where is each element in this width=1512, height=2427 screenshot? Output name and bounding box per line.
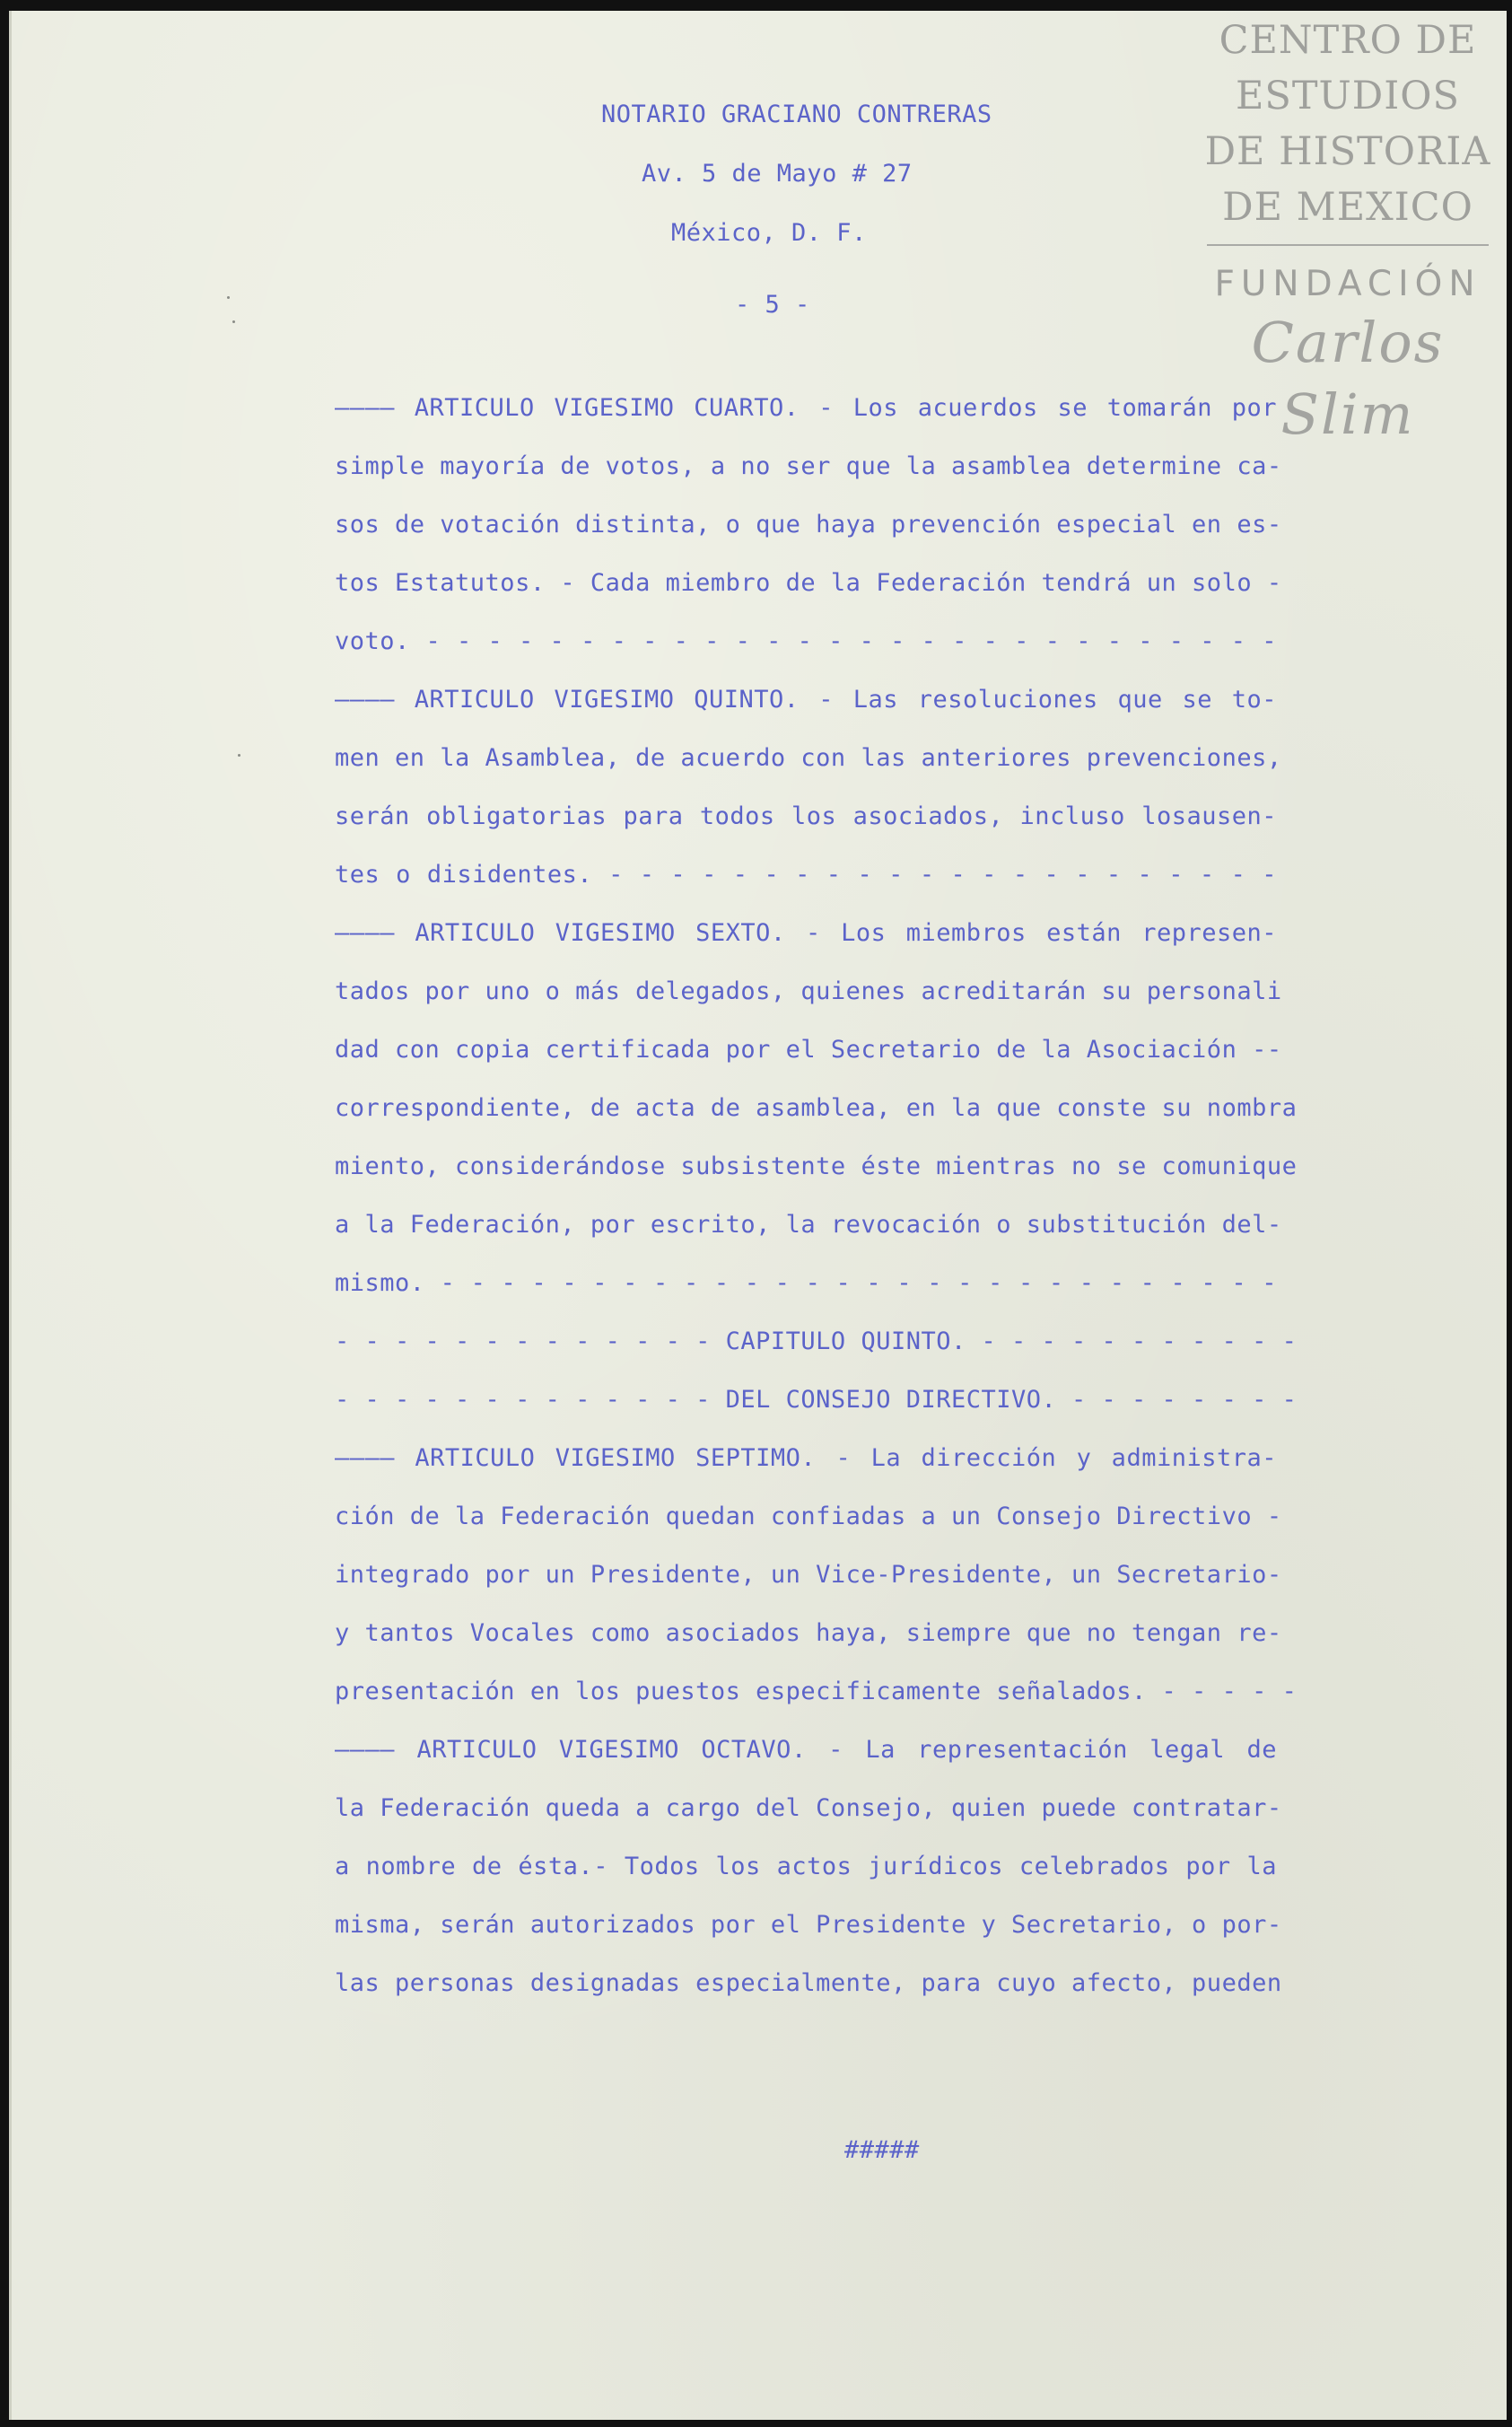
watermark-line: DE HISTORIA bbox=[1204, 129, 1491, 174]
body-line: simple mayoría de votos, a no ser que la asamblea determine ca- bbox=[335, 452, 1282, 480]
archive-watermark bbox=[1200, 13, 1496, 451]
document-body bbox=[335, 379, 1298, 2012]
body-line: men en la Asamblea, de acuerdo con las anteriores prevenciones, bbox=[335, 744, 1282, 772]
body-line: ———— ARTICULO VIGESIMO QUINTO. - Las resoluciones que se to- bbox=[335, 686, 1277, 714]
body-line: misma, serán autorizados por el Presidente y Secretario, o por- bbox=[335, 1911, 1282, 1939]
notary-name: NOTARIO GRACIANO CONTRERAS bbox=[601, 101, 992, 128]
watermark-divider bbox=[1207, 244, 1489, 246]
body-line: ———— ARTICULO VIGESIMO SEXTO. - Los miembros están represen- bbox=[335, 919, 1277, 947]
body-line: ———— ARTICULO VIGESIMO OCTAVO. - La representación legal de bbox=[335, 1736, 1277, 1764]
body-line: sos de votación distinta, o que haya prevención especial en es- bbox=[335, 511, 1282, 539]
body-line: voto. - - - - - - - - - - - - - - - - - - - - - - - - - - - - bbox=[335, 627, 1277, 655]
body-line: las personas designadas especialmente, para cuyo afecto, pueden bbox=[335, 1969, 1282, 1997]
body-line: tados por uno o más delegados, quienes acreditarán su personali bbox=[335, 977, 1282, 1005]
body-line: serán obligatorias para todos los asociados, incluso losausen- bbox=[335, 802, 1277, 830]
body-line: dad con copia certificada por el Secretario de la Asociación -- bbox=[335, 1036, 1282, 1064]
notary-city: México, D. F. bbox=[671, 219, 867, 247]
watermark-signature: Carlos Slim bbox=[1251, 310, 1445, 447]
watermark-line: DE MEXICO bbox=[1222, 185, 1473, 230]
body-line: tes o disidentes. - - - - - - - - - - - - - - - - - - - - - - bbox=[335, 861, 1277, 889]
body-line: tos Estatutos. - Cada miembro de la Federación tendrá un solo - bbox=[335, 569, 1282, 597]
body-line: la Federación queda a cargo del Consejo, quien puede contratar- bbox=[335, 1794, 1282, 1822]
paper-speck bbox=[238, 754, 240, 757]
body-line: a nombre de ésta.- Todos los actos jurídicos celebrados por la bbox=[335, 1853, 1277, 1880]
body-line: correspondiente, de acta de asamblea, en la que conste su nombra bbox=[335, 1094, 1298, 1122]
paper-speck bbox=[227, 296, 230, 299]
body-line: ———— ARTICULO VIGESIMO SEPTIMO. - La dirección y administra- bbox=[335, 1444, 1277, 1472]
chapter-subheading: - - - - - - - - - - - - - DEL CONSEJO DIRECTIVO. - - - - - - - - bbox=[335, 1386, 1298, 1414]
body-line: miento, considerándose subsistente éste mientras no se comunique bbox=[335, 1152, 1298, 1180]
watermark-line: CENTRO DE bbox=[1219, 18, 1477, 63]
end-of-page-mark: ##### bbox=[844, 2136, 920, 2164]
body-line: ción de la Federación quedan confiadas a un Consejo Directivo - bbox=[335, 1503, 1282, 1530]
watermark-line: ESTUDIOS bbox=[1236, 74, 1460, 118]
body-line: a la Federación, por escrito, la revocación o substitución del- bbox=[335, 1211, 1282, 1239]
body-line: integrado por un Presidente, un Vice-Presidente, un Secretario- bbox=[335, 1561, 1282, 1589]
body-line: ———— ARTICULO VIGESIMO CUARTO. - Los acuerdos se tomarán por bbox=[335, 394, 1277, 422]
chapter-heading: - - - - - - - - - - - - - CAPITULO QUINTO. - - - - - - - - - - - bbox=[335, 1327, 1298, 1355]
page-number: - 5 - bbox=[735, 291, 810, 319]
body-line: mismo. - - - - - - - - - - - - - - - - - - - - - - - - - - - - bbox=[335, 1269, 1277, 1297]
body-line: presentación en los puestos especificamente señalados. - - - - - bbox=[335, 1678, 1298, 1705]
notary-address: Av. 5 de Mayo # 27 bbox=[642, 160, 913, 188]
paper-speck bbox=[232, 320, 235, 323]
body-line: y tantos Vocales como asociados haya, siempre que no tengan re- bbox=[335, 1619, 1282, 1647]
watermark-foundation: FUNDACIÓN bbox=[1214, 264, 1481, 304]
